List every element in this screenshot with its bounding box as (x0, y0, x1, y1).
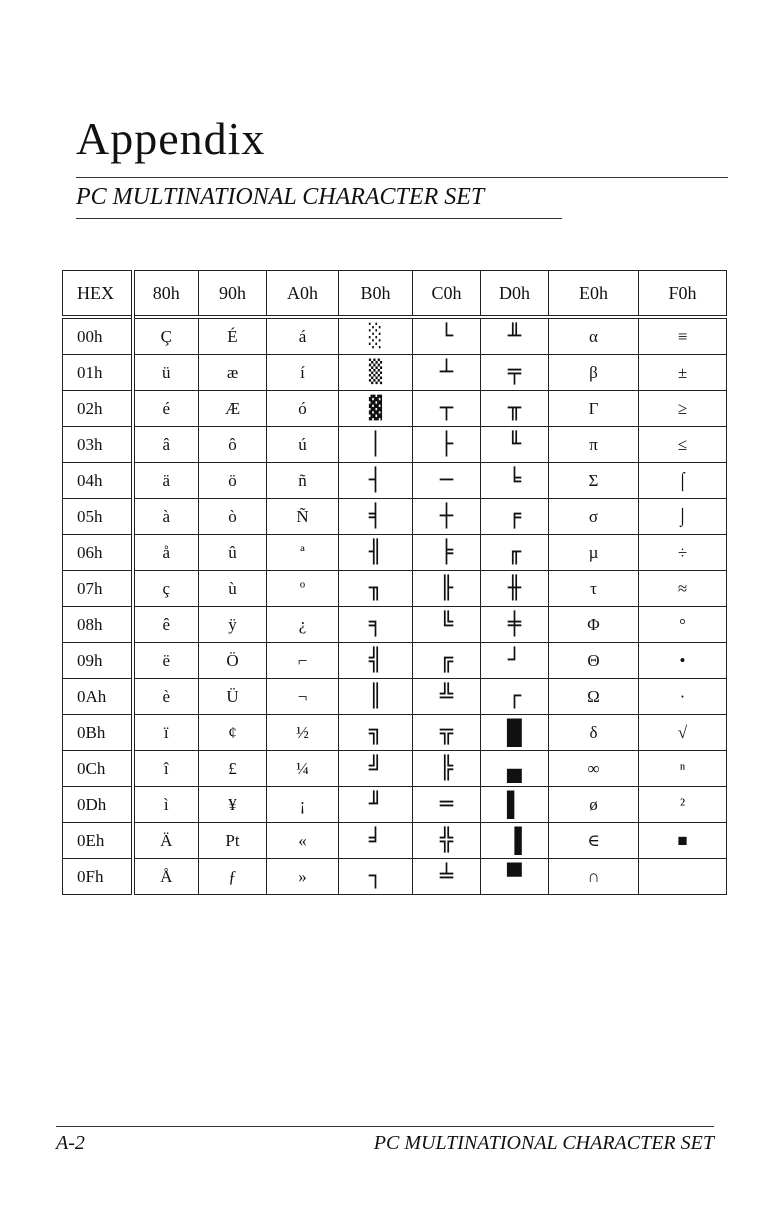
character-cell: ─ (413, 463, 481, 499)
character-cell: Ö (199, 643, 267, 679)
character-cell: Σ (549, 463, 639, 499)
character-cell: ╠ (413, 751, 481, 787)
table-row (63, 751, 727, 787)
column-header: B0h (339, 271, 413, 318)
character-cell: ┘ (481, 643, 549, 679)
character-cell: √ (639, 715, 727, 751)
table-row (63, 427, 727, 463)
character-cell: ù (199, 571, 267, 607)
character-cell: ╣ (339, 643, 413, 679)
hex-code-cell: 0Bh (63, 715, 133, 751)
character-cell: ┼ (413, 499, 481, 535)
character-cell: ╜ (339, 787, 413, 823)
character-cell: σ (549, 499, 639, 535)
character-cell: Å (133, 859, 199, 895)
character-cell: ò (199, 499, 267, 535)
character-cell: ç (133, 571, 199, 607)
character-cell: · (639, 679, 727, 715)
character-cell: Φ (549, 607, 639, 643)
character-cell: ■ (639, 823, 727, 859)
character-cell: º (267, 571, 339, 607)
character-cell: ╨ (481, 317, 549, 355)
character-cell: δ (549, 715, 639, 751)
character-cell: » (267, 859, 339, 895)
character-cell: ≥ (639, 391, 727, 427)
character-cell: └ (413, 317, 481, 355)
character-cell: Γ (549, 391, 639, 427)
character-cell: ┬ (413, 391, 481, 427)
character-cell: ┤ (339, 463, 413, 499)
table-header-row (63, 271, 727, 318)
hex-code-cell: 06h (63, 535, 133, 571)
hex-code-cell: 08h (63, 607, 133, 643)
character-cell: ô (199, 427, 267, 463)
hex-code-cell: 0Fh (63, 859, 133, 895)
footer-section-title: PC MULTINATIONAL CHARACTER SET (373, 1132, 714, 1154)
column-header: F0h (639, 271, 727, 318)
character-cell: ÷ (639, 535, 727, 571)
character-cell: ╒ (481, 499, 549, 535)
character-cell: ╪ (481, 607, 549, 643)
character-cell: ≈ (639, 571, 727, 607)
column-header: E0h (549, 271, 639, 318)
character-cell: ± (639, 355, 727, 391)
character-cell: ² (639, 787, 727, 823)
character-cell: ╡ (339, 499, 413, 535)
character-cell: ∩ (549, 859, 639, 895)
table-row (63, 787, 727, 823)
character-cell: â (133, 427, 199, 463)
character-cell: █ (481, 715, 549, 751)
character-cell: ╢ (339, 535, 413, 571)
section-subtitle: PC MULTINATIONAL CHARACTER SET (76, 184, 485, 210)
page-title: Appendix (76, 113, 266, 164)
character-cell: ╗ (339, 715, 413, 751)
character-cell: ¼ (267, 751, 339, 787)
character-cell: Ä (133, 823, 199, 859)
table-row (63, 715, 727, 751)
character-cell: ╟ (413, 571, 481, 607)
character-cell: Ñ (267, 499, 339, 535)
character-cell: ê (133, 607, 199, 643)
character-cell: • (639, 643, 727, 679)
character-cell: à (133, 499, 199, 535)
character-cell: ╥ (481, 391, 549, 427)
character-cell: î (133, 751, 199, 787)
table-row (63, 571, 727, 607)
character-cell: α (549, 317, 639, 355)
character-cell: ┴ (413, 355, 481, 391)
column-header: HEX (63, 271, 133, 318)
character-cell: á (267, 317, 339, 355)
character-cell: £ (199, 751, 267, 787)
character-cell: µ (549, 535, 639, 571)
character-cell: ¬ (267, 679, 339, 715)
character-cell: ú (267, 427, 339, 463)
character-cell: ▌ (481, 787, 549, 823)
character-cell: ▒ (339, 355, 413, 391)
table-row (63, 317, 727, 355)
character-cell: « (267, 823, 339, 859)
column-header: C0h (413, 271, 481, 318)
character-cell: Ç (133, 317, 199, 355)
column-header: 80h (133, 271, 199, 318)
character-cell: ü (133, 355, 199, 391)
character-cell: Ü (199, 679, 267, 715)
character-cell: ° (639, 607, 727, 643)
hex-code-cell: 04h (63, 463, 133, 499)
character-cell: Θ (549, 643, 639, 679)
character-cell: ¢ (199, 715, 267, 751)
character-cell: ⁿ (639, 751, 727, 787)
character-cell: å (133, 535, 199, 571)
character-cell: ╛ (339, 823, 413, 859)
table-row (63, 499, 727, 535)
character-cell: ═ (413, 787, 481, 823)
character-cell (639, 859, 727, 895)
character-cell: π (549, 427, 639, 463)
character-cell: Æ (199, 391, 267, 427)
character-cell: ├ (413, 427, 481, 463)
table-row (63, 535, 727, 571)
title-divider (76, 177, 728, 178)
table-row (63, 643, 727, 679)
character-cell: ╔ (413, 643, 481, 679)
hex-code-cell: 0Ah (63, 679, 133, 715)
character-cell: ⌐ (267, 643, 339, 679)
character-cell: ï (133, 715, 199, 751)
character-cell: ½ (267, 715, 339, 751)
character-cell: ┌ (481, 679, 549, 715)
character-cell: ╫ (481, 571, 549, 607)
character-cell: β (549, 355, 639, 391)
table-row (63, 859, 727, 895)
hex-code-cell: 0Dh (63, 787, 133, 823)
column-header: 90h (199, 271, 267, 318)
hex-code-cell: 0Eh (63, 823, 133, 859)
character-set-table (62, 270, 727, 895)
table-row (63, 823, 727, 859)
page-number: A-2 (56, 1132, 85, 1154)
character-cell: ╩ (413, 679, 481, 715)
character-cell: ë (133, 643, 199, 679)
hex-code-cell: 03h (63, 427, 133, 463)
column-header: D0h (481, 271, 549, 318)
character-cell: ┐ (339, 859, 413, 895)
character-cell: è (133, 679, 199, 715)
subtitle-divider (76, 218, 562, 219)
character-cell: É (199, 317, 267, 355)
character-cell: ¥ (199, 787, 267, 823)
character-cell: ¡ (267, 787, 339, 823)
character-cell: ╖ (339, 571, 413, 607)
character-cell: ó (267, 391, 339, 427)
character-cell: ╕ (339, 607, 413, 643)
character-cell: ä (133, 463, 199, 499)
hex-code-cell: 02h (63, 391, 133, 427)
character-cell: ╬ (413, 823, 481, 859)
table-row (63, 355, 727, 391)
character-cell: ╓ (481, 535, 549, 571)
table-row (63, 463, 727, 499)
character-cell: ∈ (549, 823, 639, 859)
hex-code-cell: 0Ch (63, 751, 133, 787)
character-cell: ö (199, 463, 267, 499)
footer-divider (56, 1126, 714, 1127)
character-cell: ╧ (413, 859, 481, 895)
character-cell: ╞ (413, 535, 481, 571)
character-cell: ƒ (199, 859, 267, 895)
hex-code-cell: 05h (63, 499, 133, 535)
character-cell: ª (267, 535, 339, 571)
character-cell: ▄ (481, 751, 549, 787)
character-cell: ⌠ (639, 463, 727, 499)
character-cell: í (267, 355, 339, 391)
character-cell: Ω (549, 679, 639, 715)
character-cell: ╤ (481, 355, 549, 391)
character-cell: ì (133, 787, 199, 823)
character-cell: ∞ (549, 751, 639, 787)
character-cell: ▓ (339, 391, 413, 427)
character-cell: ║ (339, 679, 413, 715)
character-cell: ÿ (199, 607, 267, 643)
hex-code-cell: 00h (63, 317, 133, 355)
character-cell: ╘ (481, 463, 549, 499)
character-cell: é (133, 391, 199, 427)
character-cell: ⌡ (639, 499, 727, 535)
hex-code-cell: 01h (63, 355, 133, 391)
hex-code-cell: 07h (63, 571, 133, 607)
character-cell: Pt (199, 823, 267, 859)
character-cell: τ (549, 571, 639, 607)
table-row (63, 679, 727, 715)
character-cell: ░ (339, 317, 413, 355)
character-cell: ø (549, 787, 639, 823)
character-cell: ╙ (481, 427, 549, 463)
character-cell: ¿ (267, 607, 339, 643)
character-cell: ≤ (639, 427, 727, 463)
column-header: A0h (267, 271, 339, 318)
character-cell: æ (199, 355, 267, 391)
character-cell: ▀ (481, 859, 549, 895)
character-cell: │ (339, 427, 413, 463)
character-cell: ╝ (339, 751, 413, 787)
character-cell: û (199, 535, 267, 571)
hex-code-cell: 09h (63, 643, 133, 679)
character-cell: ▐ (481, 823, 549, 859)
character-cell: ╦ (413, 715, 481, 751)
character-cell: ñ (267, 463, 339, 499)
character-cell: ≡ (639, 317, 727, 355)
table-row (63, 607, 727, 643)
character-cell: ╚ (413, 607, 481, 643)
table-row (63, 391, 727, 427)
